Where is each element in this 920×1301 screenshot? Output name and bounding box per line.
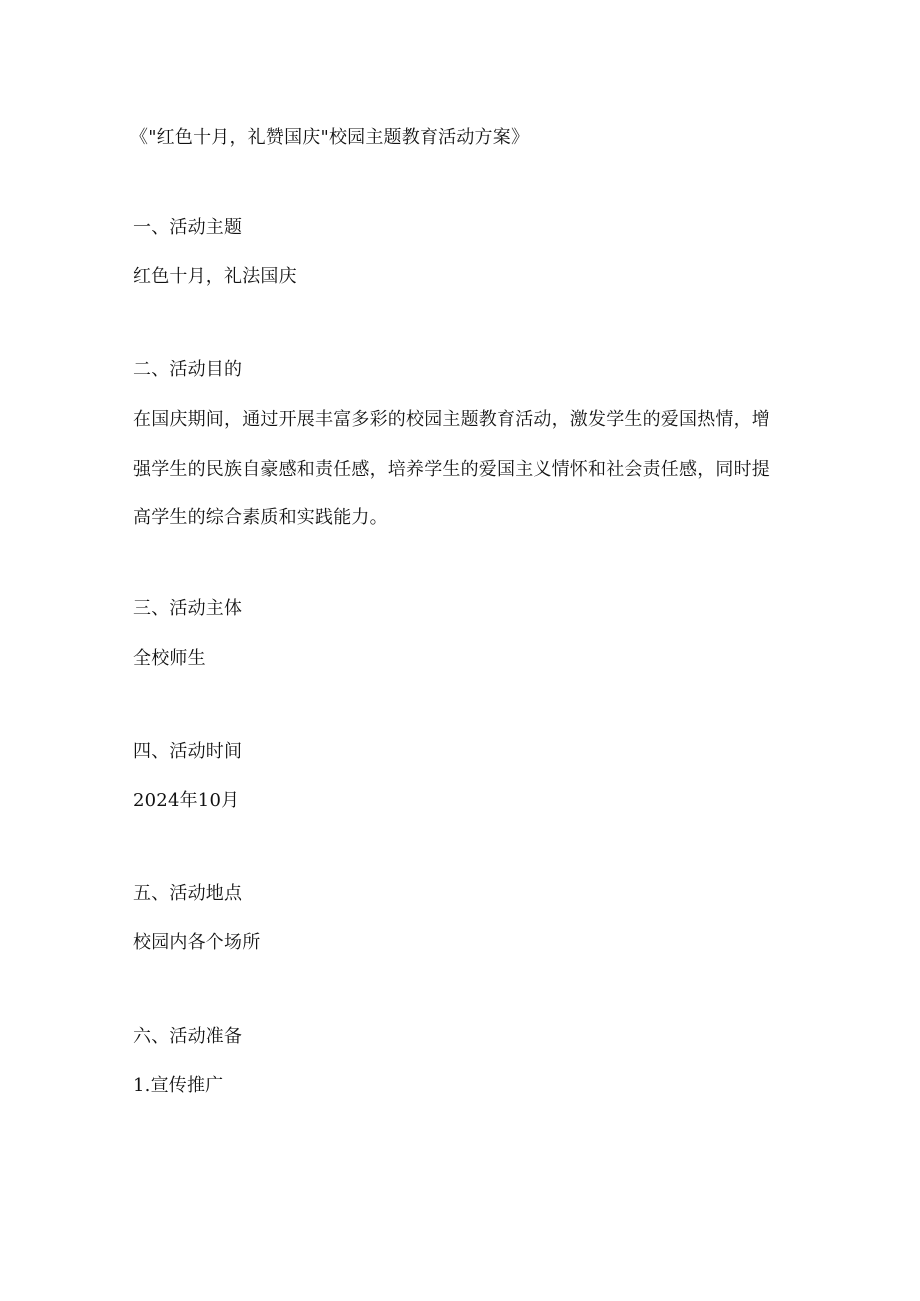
section-text-purpose-line-3: 高学生的综合素质和实践能力。	[133, 507, 388, 528]
section-text-theme: 红色十月，礼法国庆	[133, 266, 297, 287]
section-heading-participants: 三、活动主体	[133, 598, 243, 619]
section-heading-preparation: 六、活动准备	[133, 1026, 243, 1047]
section-heading-time: 四、活动时间	[133, 741, 243, 762]
section-text-time: 2024年10月	[133, 790, 240, 811]
section-text-participants: 全校师生	[133, 648, 206, 669]
section-text-purpose-line-2: 强学生的民族自豪感和责任感，培养学生的爱国主义情怀和社会责任感，同时提	[133, 459, 770, 480]
section-text-location: 校园内各个场所	[133, 932, 261, 953]
section-heading-theme: 一、活动主题	[133, 217, 243, 238]
section-heading-purpose: 二、活动目的	[133, 359, 243, 380]
section-text-preparation-item-1: 1.宣传推广	[133, 1075, 224, 1096]
section-text-purpose-line-1: 在国庆期间，通过开展丰富多彩的校园主题教育活动，激发学生的爱国热情，增	[133, 409, 770, 430]
document-title: 《"红色十月，礼赞国庆"校园主题教育活动方案》	[130, 127, 530, 148]
section-heading-location: 五、活动地点	[133, 883, 243, 904]
